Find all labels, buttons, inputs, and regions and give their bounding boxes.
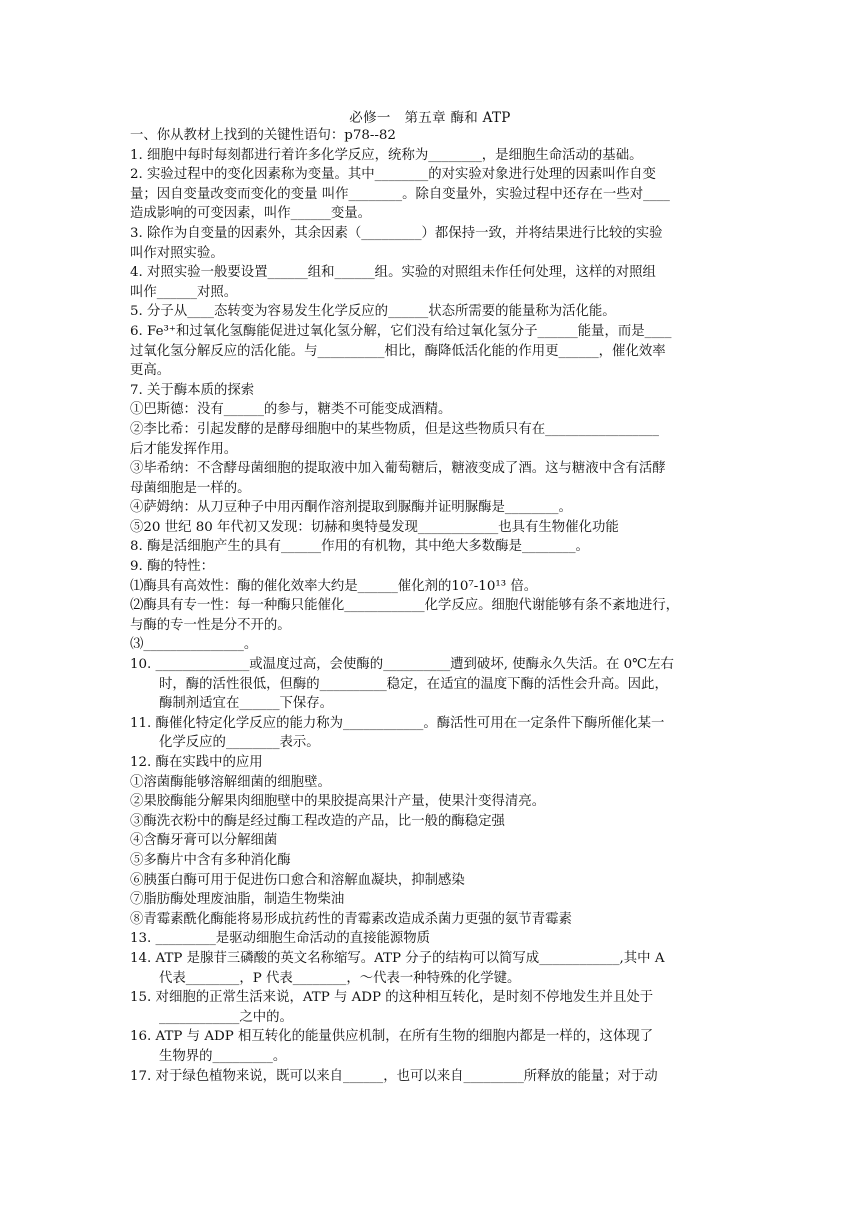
item-5: 5. 分子从____态转变为容易发生化学反应的______状态所需要的能量称为活化能。 — [130, 304, 616, 320]
item-7-e: ⑤20 世纪 80 年代初又发现：切赫和奥特曼发现____________也具有生物催化功能 — [130, 519, 619, 535]
item-7-b: ②李比希：引起发酵的是酵母细胞中的某些物质，但是这些物质只有在_________________ — [130, 421, 659, 437]
item-9-2: ⑵酶具有专一性：每一种酶只能催化____________化学反应。细胞代谢能够有条不紊地进行， — [130, 598, 680, 614]
item-14-cont: 代表________，P 代表________，～代表一种特殊的化学键。 — [159, 970, 521, 986]
item-8: 8. 酶是活细胞产生的具有______作用的有机物，其中绝大多数酶是________。 — [130, 539, 589, 555]
item-7-a: ①巴斯德：没有______的参与，糖类不可能变成酒精。 — [130, 402, 452, 418]
item-9-2-cont: 与酶的专一性是分不开的。 — [130, 617, 291, 633]
item-7: 7. 关于酶本质的探索 — [130, 382, 255, 398]
item-15-cont: ____________之中的。 — [159, 1009, 293, 1025]
item-16-cont: 生物界的_________。 — [159, 1048, 287, 1064]
item-10-cont: 时，酶的活性很低，但酶的__________稳定，在适宜的温度下酶的活性会升高。因此， — [159, 676, 668, 692]
item-7-c-cont: 母菌细胞是一样的。 — [130, 480, 251, 496]
item-17: 17. 对于绿色植物来说，既可以来自______，也可以来自_________所释放的能量；对于动 — [130, 1068, 658, 1084]
item-7-c: ③毕希纳：不含酵母菌细胞的提取液中加入葡萄糖后，糖液变成了酒。这与糖液中含有活酵 — [130, 461, 666, 477]
item-3-cont: 叫作对照实验。 — [130, 245, 224, 261]
item-12-1: ①溶菌酶能够溶解细菌的细胞壁。 — [130, 774, 331, 790]
item-13: 13. _________是驱动细胞生命活动的直接能源物质 — [130, 931, 431, 947]
item-1: 1. 细胞中每时每刻都进行着许多化学反应，统称为________，是细胞生命活动的基础。 — [130, 147, 643, 163]
item-12-7: ⑦脂肪酶处理废油脂，制造生物柴油 — [130, 892, 345, 908]
document-body — [130, 126, 732, 1086]
item-6: 6. Fe³⁺和过氧化氢酶能促进过氧化氢分解，它们没有给过氧化氢分子______能量，而是____ — [130, 323, 672, 339]
item-12-5: ⑤多酶片中含有多种消化酶 — [130, 852, 291, 868]
item-6-cont: 更高。 — [130, 363, 171, 379]
page-title: 必修一 第五章 酶和 ATP — [349, 110, 511, 126]
item-6-cont: 过氧化氢分解反应的活化能。与__________相比，酶降低活化能的作用更______，催化效率 — [130, 343, 666, 359]
item-12-8: ⑧青霉素酰化酶能将易形成抗药性的青霉素改造成杀菌力更强的氨节青霉素 — [130, 911, 572, 927]
item-9: 9. 酶的特性： — [130, 559, 214, 575]
item-12-3: ③酶洗衣粉中的酶是经过酶工程改造的产品，比一般的酶稳定强 — [130, 813, 505, 829]
item-11: 11. 酶催化特定化学反应的能力称为____________。酶活性可用在一定条件下酶所催化某一 — [130, 715, 665, 731]
item-10: 10. ______________或温度过高，会使酶的__________遭到破坏, 使酶永久失活。在 0℃左右 — [130, 657, 674, 673]
item-3: 3. 除作为自变量的因素外，其余因素（_________）都保持一致，并将结果进行比较的实验 — [130, 225, 663, 241]
item-12: 12. 酶在实践中的应用 — [130, 755, 263, 770]
item-15: 15. 对细胞的正常生活来说，ATP 与 ADP 的这种相互转化，是时刻不停地发生并且处于 — [130, 990, 654, 1006]
item-16: 16. ATP 与 ADP 相互转化的能量供应机制，在所有生物的细胞内都是一样的，这体现了 — [130, 1029, 654, 1045]
item-10-cont: 酶制剂适宜在______下保存。 — [159, 696, 334, 712]
item-12-2: ②果胶酶能分解果肉细胞壁中的果胶提高果汁产量，使果汁变得清亮。 — [130, 794, 546, 810]
item-2: 2. 实验过程中的变化因素称为变量。其中________的对实验对象进行处理的因素叫作自变 — [130, 167, 656, 183]
item-4-cont: 叫作______对照。 — [130, 284, 238, 300]
item-7-d: ④萨姆纳：从刀豆种子中用丙酮作溶剂提取到脲酶并证明脲酶是________。 — [130, 500, 572, 516]
section-heading: 一、你从教材上找到的关键性语句：p78--82 — [130, 128, 396, 143]
item-4: 4. 对照实验一般要设置______组和______组。实验的对照组未作任何处理，这样的对照组 — [130, 265, 656, 281]
item-9-1: ⑴酶具有高效性：酶的催化效率大约是______催化剂的10⁷-10¹³ 倍。 — [130, 578, 538, 594]
item-11-cont: 化学反应的________表示。 — [159, 735, 320, 751]
item-2-cont: 量；因自变量改变而变化的变量 叫作________。除自变量外，实验过程中还存在一些对____ — [130, 186, 670, 202]
item-12-4: ④含酶牙膏可以分解细菌 — [130, 833, 278, 849]
item-7-b-cont: 后才能发挥作用。 — [130, 441, 238, 457]
item-14: 14. ATP 是腺苷三磷酸的英文名称缩写。ATP 分子的结构可以简写成____________,其中 A — [130, 950, 665, 966]
item-9-3: ⑶_______________。 — [130, 637, 258, 653]
item-2-cont: 造成影响的可变因素，叫作______变量。 — [130, 206, 372, 222]
item-12-6: ⑥胰蛋白酶可用于促进伤口愈合和溶解血凝块，抑制感染 — [130, 872, 465, 888]
